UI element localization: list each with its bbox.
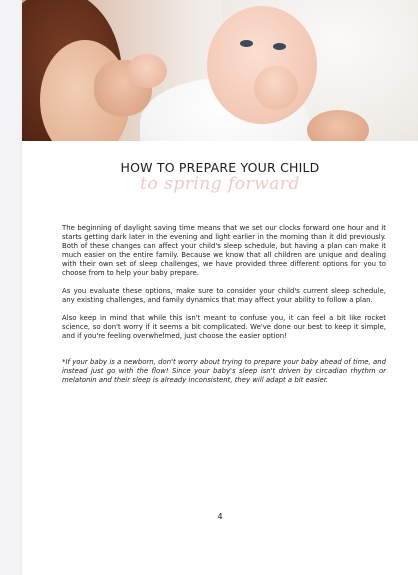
body-text (62, 224, 386, 394)
page-number: 4 (217, 512, 223, 521)
photo-baby-hand (127, 54, 167, 88)
document-page (22, 0, 418, 575)
hero-photo-mother-and-baby (22, 0, 418, 141)
photo-baby-head (207, 6, 317, 124)
paragraph: As you evaluate these options, make sure to consider your child's current sleep schedule, any existing challenges, and family dynamics that may affect your ability to follow a plan. (62, 287, 386, 304)
photo-baby-fist (254, 66, 298, 110)
paragraph: Also keep in mind that while this isn't meant to confuse you, it can feel a bit like rocket science, so don't worry if it seems a bit complicated. We've done our best to keep it simple, and if you're feeling overwhelmed, just choose the easier option! (62, 314, 386, 340)
photo-baby-eye-left (240, 40, 253, 47)
paragraph: The beginning of daylight saving time means that we set our clocks forward one hour and it starts getting dark later in the evening and light earlier in the morning than it did previously. Both of these changes can affect your child's sleep schedule, but having a plan can make it much easier on the entire family. Because we know that all children are unique and dealing with their own set of sleep challenges, we have provided three different options for you to choose from to help your baby prepare. (62, 224, 386, 277)
page-title: HOW TO PREPARE YOUR CHILD (120, 160, 320, 175)
page-subtitle-script: to spring forward (140, 174, 300, 194)
newborn-note: *If your baby is a newborn, don't worry about trying to prepare your baby ahead of time, and instead just go with the flow! Since your baby's sleep isn't driven by circadian rhythm or melatonin and their sleep is already inconsistent, they will adapt a bit easier. (62, 358, 386, 384)
photo-baby-eye-right (273, 43, 286, 50)
